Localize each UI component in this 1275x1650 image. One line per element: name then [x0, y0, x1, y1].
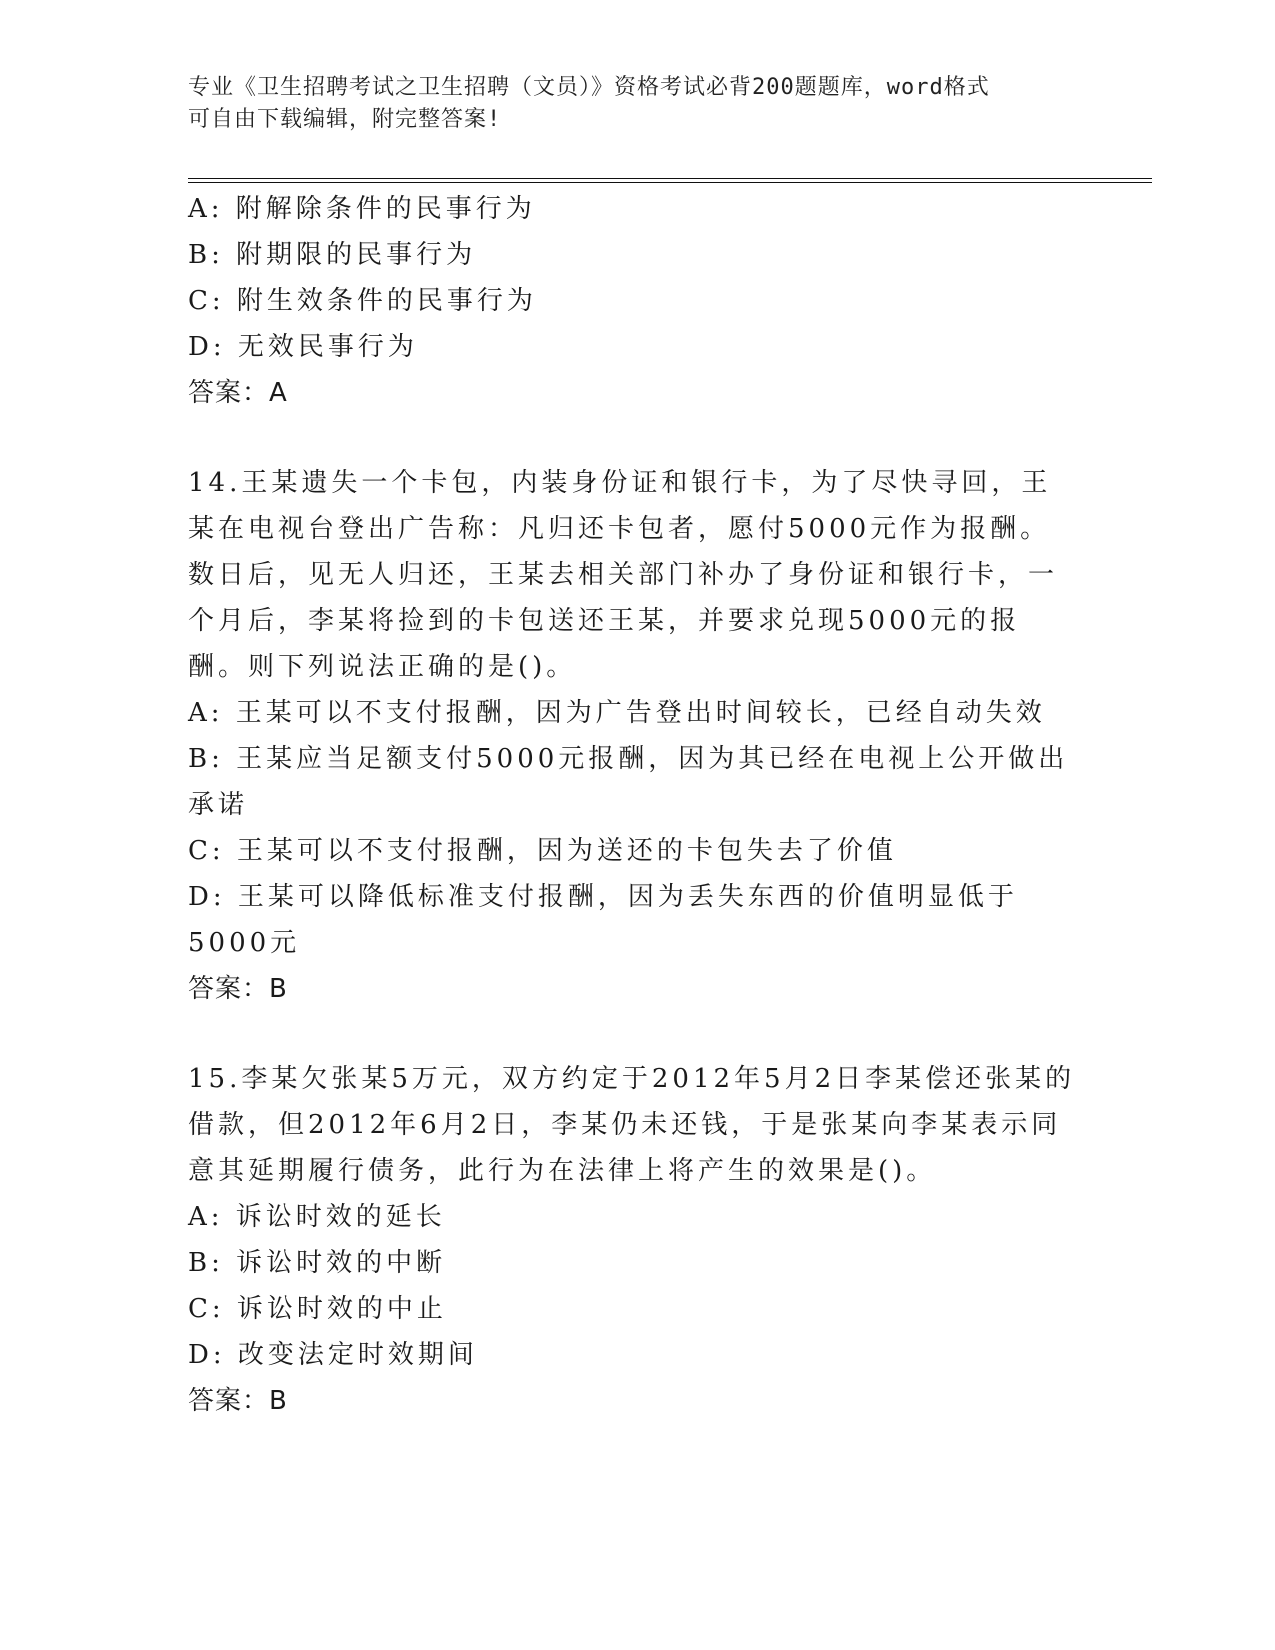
option-d: D: 无效民事行为 — [188, 332, 418, 362]
question-stem: 14.王某遗失一个卡包，内装身份证和银行卡，为了尽快寻回，王某在电视台登出广告称：凡归还卡包者，愿付5000元作为报酬。数日后，见无人归还，王某去相关部门补办了身份证和银行卡，一个月后，李某将捡到的卡包送还王某，并要求兑现5000元的报酬。则下列说法正确的是()。 — [188, 468, 1059, 682]
document-body — [188, 186, 1078, 1424]
option-d: D: 王某可以降低标准支付报酬，因为丢失东西的价值明显低于5000元 — [188, 882, 1018, 958]
question-stem: 15.李某欠张某5万元，双方约定于2012年5月2日李某偿还张某的借款，但2012年6月2日，李某仍未还钱，于是张某向李某表示同意其延期履行债务，此行为在法律上将产生的效果是()。 — [188, 1064, 1076, 1186]
option-a: A: 附解除条件的民事行为 — [188, 194, 536, 224]
answer-label: 答案：A — [188, 378, 288, 408]
option-c: C: 附生效条件的民事行为 — [188, 286, 537, 316]
document-header — [188, 72, 1068, 136]
option-b: B: 附期限的民事行为 — [188, 240, 477, 270]
option-b: B: 王某应当足额支付5000元报酬，因为其已经在电视上公开做出承诺 — [188, 744, 1069, 820]
option-b: B: 诉讼时效的中断 — [188, 1248, 447, 1278]
option-c: C: 王某可以不支付报酬，因为送还的卡包失去了价值 — [188, 836, 897, 866]
question-13 — [188, 186, 1078, 416]
spacer — [188, 416, 1078, 460]
header-line-2: 可自由下载编辑，附完整答案! — [188, 107, 502, 132]
header-line-1: 专业《卫生招聘考试之卫生招聘（文员）》资格考试必背200题题库，word格式 — [188, 75, 990, 100]
question-14 — [188, 460, 1078, 1012]
option-c: C: 诉讼时效的中止 — [188, 1294, 447, 1324]
option-a: A: 王某可以不支付报酬，因为广告登出时间较长，已经自动失效 — [188, 698, 1046, 728]
spacer — [188, 1012, 1078, 1056]
header-rule-top — [188, 178, 1152, 179]
option-a: A: 诉讼时效的延长 — [188, 1202, 446, 1232]
answer-label: 答案：B — [188, 974, 288, 1004]
header-rule-bottom — [188, 182, 1152, 183]
answer-label: 答案：B — [188, 1386, 288, 1416]
option-d: D: 改变法定时效期间 — [188, 1340, 478, 1370]
question-15 — [188, 1056, 1078, 1424]
